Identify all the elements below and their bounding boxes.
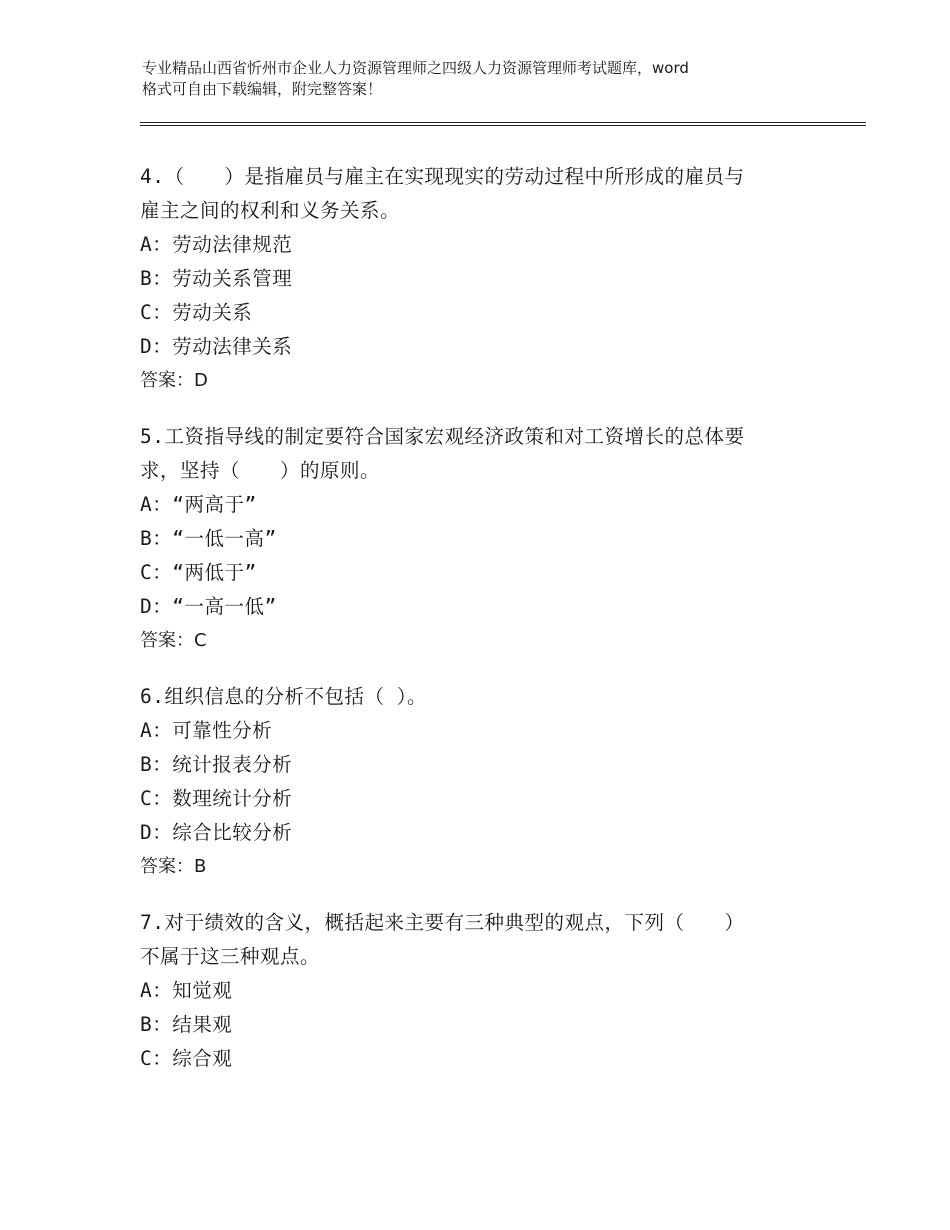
option-b: B：“一低一高” — [140, 527, 277, 550]
question-5 — [140, 420, 840, 658]
question-6 — [140, 680, 840, 884]
option-c: C：劳动关系 — [140, 301, 253, 324]
option-b: B：结果观 — [140, 1013, 233, 1036]
header-divider-bottom — [140, 125, 866, 126]
option-d: D：综合比较分析 — [140, 821, 293, 844]
option-b: B：劳动关系管理 — [140, 267, 293, 290]
question-stem-continued: 雇主之间的权利和义务关系。 — [140, 199, 401, 222]
answer-label: 答案：C — [140, 630, 207, 651]
option-c: C：数理统计分析 — [140, 787, 293, 810]
question-stem: 5.工资指导线的制定要符合国家宏观经济政策和对工资增长的总体要 — [140, 425, 745, 448]
answer-label: 答案：B — [140, 856, 207, 877]
question-stem-continued: 不属于这三种观点。 — [140, 945, 321, 968]
option-d: D：“一高一低” — [140, 595, 277, 618]
document-header — [142, 58, 842, 100]
question-stem: 7.对于绩效的含义，概括起来主要有三种典型的观点，下列（ ） — [140, 911, 745, 934]
header-line-1: 专业精品山西省忻州市企业人力资源管理师之四级人力资源管理师考试题库，word — [142, 59, 689, 77]
option-a: A：“两高于” — [140, 493, 257, 516]
option-a: A：知觉观 — [140, 979, 233, 1002]
question-4 — [140, 160, 840, 398]
option-d: D：劳动法律关系 — [140, 335, 293, 358]
option-c: C：“两低于” — [140, 561, 257, 584]
answer-label: 答案：D — [140, 370, 208, 391]
header-line-2: 格式可自由下载编辑，附完整答案！ — [142, 80, 383, 98]
header-divider-top — [140, 122, 866, 123]
option-b: B：统计报表分析 — [140, 753, 293, 776]
question-7 — [140, 906, 840, 1076]
option-a: A：可靠性分析 — [140, 719, 273, 742]
option-a: A：劳动法律规范 — [140, 233, 293, 256]
question-stem: 4.（ ）是指雇员与雇主在实现现实的劳动过程中所形成的雇员与 — [140, 165, 745, 188]
question-stem-continued: 求，坚持（ ）的原则。 — [140, 459, 381, 482]
question-stem: 6.组织信息的分析不包括（ ）。 — [140, 685, 427, 708]
question-list — [140, 160, 840, 1098]
option-c: C：综合观 — [140, 1047, 233, 1070]
